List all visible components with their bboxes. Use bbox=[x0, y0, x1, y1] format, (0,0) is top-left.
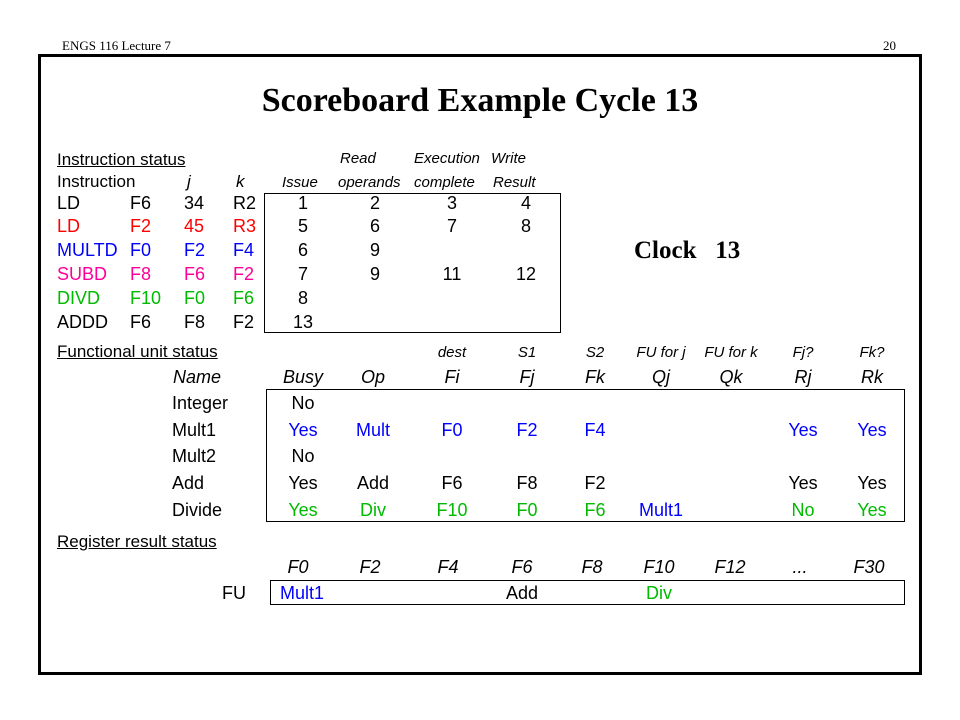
instr-row-1-write: 8 bbox=[520, 216, 531, 236]
instr-row-2-k: F4 bbox=[233, 240, 255, 260]
register-header-5: F10 bbox=[643, 557, 675, 577]
instr-row-0-dest: F6 bbox=[130, 193, 152, 213]
register-value-0: Mult1 bbox=[280, 583, 325, 603]
fu-row-0-busy: No bbox=[291, 393, 315, 413]
instr-row-4-op: DIVD bbox=[57, 288, 101, 308]
instr-row-0-write: 4 bbox=[520, 193, 531, 213]
instr-row-3-exec: 11 bbox=[442, 264, 462, 284]
instr-row-3-dest: F8 bbox=[130, 264, 152, 284]
instr-row-0-k: R2 bbox=[233, 193, 257, 213]
fu-header-op: Op bbox=[360, 367, 385, 387]
register-header-2: F4 bbox=[437, 557, 459, 577]
fu-row-4-fk: F6 bbox=[584, 500, 606, 520]
instruction-header: Instruction bbox=[57, 172, 136, 191]
fu-row-3-op: Add bbox=[356, 473, 390, 493]
fu-row-4-busy: Yes bbox=[288, 500, 318, 520]
exec-header-top: Execution bbox=[414, 150, 480, 167]
register-header-0: F0 bbox=[287, 557, 309, 577]
instr-row-4-issue: 8 bbox=[297, 288, 308, 308]
instr-row-1-op: LD bbox=[57, 216, 81, 236]
instr-row-3-issue: 7 bbox=[297, 264, 308, 284]
fu-header-fj: Fj bbox=[519, 367, 535, 387]
fu-row-label: FU bbox=[222, 583, 246, 603]
j-header: j bbox=[187, 172, 191, 191]
register-header-3: F6 bbox=[511, 557, 533, 577]
register-header-4: F8 bbox=[581, 557, 603, 577]
instr-row-2-issue: 6 bbox=[297, 240, 308, 260]
instr-row-5-issue: 13 bbox=[292, 312, 314, 332]
fu-row-1-busy: Yes bbox=[288, 420, 318, 440]
instr-row-3-k: F2 bbox=[233, 264, 255, 284]
instr-row-3-j: F6 bbox=[184, 264, 206, 284]
fu-row-1-fj: F2 bbox=[516, 420, 538, 440]
fu-header-top-fk: S2 bbox=[585, 344, 605, 361]
instr-row-4-k: F6 bbox=[233, 288, 255, 308]
instr-row-0-read: 2 bbox=[369, 193, 380, 213]
instr-row-0-j: 34 bbox=[184, 193, 205, 213]
fu-header-name: Name bbox=[173, 367, 222, 387]
fu-row-1-rk: Yes bbox=[857, 420, 887, 440]
fu-header-rk: Rk bbox=[861, 367, 883, 387]
fu-row-3-rj: Yes bbox=[788, 473, 818, 493]
header-left-text: ENGS 116 Lecture 7 bbox=[62, 38, 171, 53]
fu-row-1-fi: F0 bbox=[441, 420, 463, 440]
fu-header-qk: Qk bbox=[719, 367, 743, 387]
fu-row-4-op: Div bbox=[360, 500, 386, 520]
fu-row-1-op: Mult bbox=[355, 420, 390, 440]
fu-header-rj: Rj bbox=[794, 367, 812, 387]
instr-row-3-read: 9 bbox=[369, 264, 380, 284]
fu-header-top-qj: FU for j bbox=[636, 344, 686, 361]
instr-row-5-dest: F6 bbox=[130, 312, 152, 332]
register-result-status-label: Register result status bbox=[57, 532, 217, 551]
fu-header-top-rj: Fj? bbox=[792, 344, 814, 361]
clock-display bbox=[634, 237, 740, 265]
register-status-box bbox=[270, 580, 905, 605]
write-header-top: Write bbox=[491, 150, 526, 167]
fu-row-4-rj: No bbox=[791, 500, 815, 520]
instr-row-0-issue: 1 bbox=[297, 193, 308, 213]
instr-row-5-op: ADDD bbox=[57, 312, 109, 332]
instruction-status-label: Instruction status bbox=[57, 150, 186, 169]
fu-row-4-qj: Mult1 bbox=[638, 500, 683, 520]
fu-header-fk: Fk bbox=[585, 367, 605, 387]
fu-row-1-rj: Yes bbox=[788, 420, 818, 440]
instr-row-1-read: 6 bbox=[369, 216, 380, 236]
instr-row-5-k: F2 bbox=[233, 312, 255, 332]
instr-row-0-exec: 3 bbox=[446, 193, 457, 213]
clock-value: 13 bbox=[715, 237, 741, 264]
fu-row-0-name: Integer bbox=[172, 393, 229, 413]
clock-label: Clock bbox=[634, 237, 697, 264]
fu-row-4-fi: F10 bbox=[436, 500, 468, 520]
fu-row-2-busy: No bbox=[291, 446, 315, 466]
instr-row-3-write: 12 bbox=[515, 264, 537, 284]
instr-row-4-dest: F10 bbox=[130, 288, 162, 308]
k-header: k bbox=[236, 172, 245, 191]
fu-row-2-name: Mult2 bbox=[172, 446, 217, 466]
fu-header-top-fi: dest bbox=[437, 344, 467, 361]
register-header-1: F2 bbox=[359, 557, 381, 577]
slide-title: Scoreboard Example Cycle 13 bbox=[261, 82, 699, 119]
register-value-3: Add bbox=[505, 583, 539, 603]
page-number: 20 bbox=[883, 38, 896, 53]
issue-header: Issue bbox=[282, 174, 318, 191]
register-header-7: ... bbox=[792, 557, 808, 577]
read-header-bottom: operands bbox=[338, 174, 401, 191]
fu-row-3-fk: F2 bbox=[584, 473, 606, 493]
instr-row-5-j: F8 bbox=[184, 312, 206, 332]
instr-row-1-dest: F2 bbox=[130, 216, 152, 236]
instr-row-1-issue: 5 bbox=[297, 216, 308, 236]
instr-row-2-dest: F0 bbox=[130, 240, 152, 260]
fu-row-4-rk: Yes bbox=[857, 500, 887, 520]
register-value-5: Div bbox=[646, 583, 672, 603]
fu-header-qj: Qj bbox=[652, 367, 670, 387]
fu-row-1-name: Mult1 bbox=[172, 420, 217, 440]
fu-header-top-qk: FU for k bbox=[704, 344, 758, 361]
fu-row-3-rk: Yes bbox=[857, 473, 887, 493]
fu-row-3-busy: Yes bbox=[288, 473, 318, 493]
instr-row-1-exec: 7 bbox=[446, 216, 457, 236]
write-header-bottom: Result bbox=[493, 174, 536, 191]
read-header-top: Read bbox=[340, 150, 376, 167]
instr-row-1-k: R3 bbox=[233, 216, 257, 236]
fu-header-top-rk: Fk? bbox=[859, 344, 885, 361]
instr-row-2-j: F2 bbox=[184, 240, 206, 260]
fu-row-3-fi: F6 bbox=[441, 473, 463, 493]
register-header-6: F12 bbox=[714, 557, 746, 577]
fu-row-1-fk: F4 bbox=[584, 420, 606, 440]
instr-row-4-j: F0 bbox=[184, 288, 206, 308]
instr-row-0-op: LD bbox=[57, 193, 81, 213]
instr-row-3-op: SUBD bbox=[57, 264, 108, 284]
fu-row-4-fj: F0 bbox=[516, 500, 538, 520]
fu-header-fi: Fi bbox=[444, 367, 460, 387]
instr-row-2-op: MULTD bbox=[57, 240, 118, 260]
exec-header-bottom: complete bbox=[414, 174, 475, 191]
fu-row-3-fj: F8 bbox=[516, 473, 538, 493]
fu-header-top-fj: S1 bbox=[517, 344, 537, 361]
register-header-8: F30 bbox=[853, 557, 885, 577]
fu-header-busy: Busy bbox=[282, 367, 324, 387]
fu-row-3-name: Add bbox=[172, 473, 205, 493]
fu-row-4-name: Divide bbox=[172, 500, 223, 520]
instr-row-1-j: 45 bbox=[184, 216, 205, 236]
functional-unit-status-label: Functional unit status bbox=[57, 342, 218, 361]
instr-row-2-read: 9 bbox=[369, 240, 380, 260]
